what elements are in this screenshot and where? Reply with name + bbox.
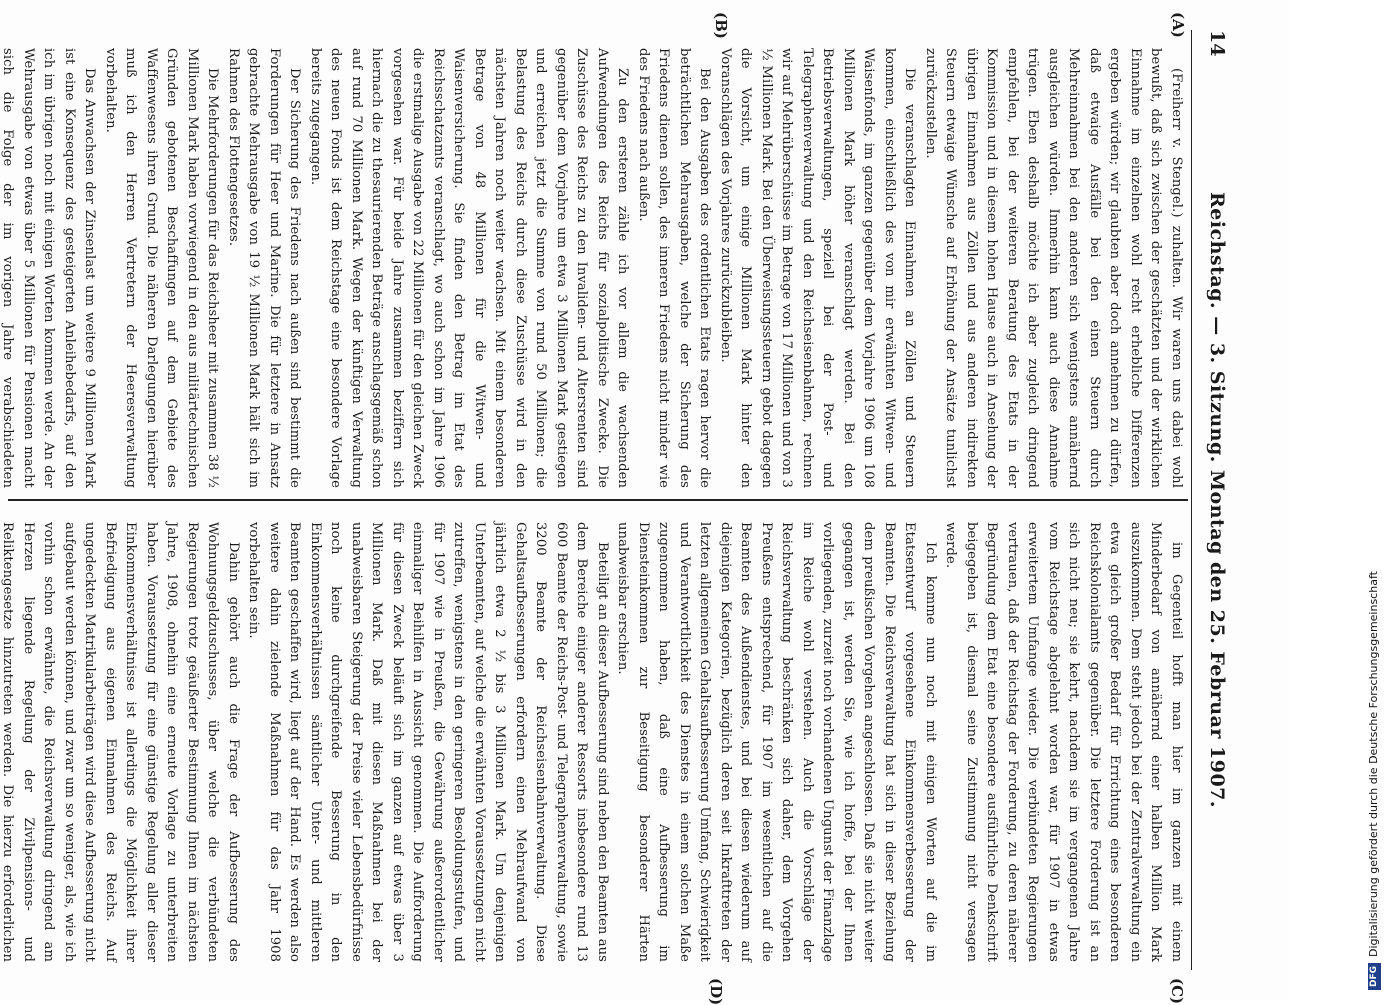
dfg-logo: DFG: [1368, 963, 1381, 990]
page-title: Reichstag. — 3. Sitzung. Montag den 25. Februar 1907.: [1206, 191, 1228, 809]
paragraph: Ich komme nun noch mit einigen Worten auf die im Etatsentwurf vorgesehene Einkommensverbesserung der Beamten. Die Reichsverwaltung hat sich in dieser Beziehung dem preußischen Vorgehen angeschlossen. Daß sie nicht weiter gegangen ist, werden Sie, wie ich hoffe, bei der Ihnen vorliegenden, zurzeit noch vorhandenen Ungunst der Finanzlage im Reiche wohl verstehen. Auch die Vorschläge der Reichsverwaltung beschränken sich daher, dem Vorgehen Preußens entsprechend, für 1907 im wesentlichen auf die Beamten des Außendienstes, und bei diesen wiederum auf diejenigen Kategorien, bezüglich deren seit Inkrafttreten der letzten allgemeinen Gehaltsaufbesserung Umfang, Schwierigkeit und Verantwortlichkeit des Dienstes in einem solchen Maße zugenommen haben, daß eine Aufbesserung im Diensteinkommen zur Beseitigung besonderer Härten unabweisbar erschien.: [615, 522, 938, 962]
paragraph: Die Mehrforderungen für das Reichsheer mit zusammen 38 ½ Millionen Mark haben vorwiegend in den aus militärtechnischen Gründen gebotenen Beschaffungen auf dem Gebiete des Waffenwesens ihren Grund. Die näheren Darlegungen hierüber muß ich den Herren Vertretern der Heeresverwaltung vorbehalten.: [103, 48, 221, 488]
margin-mark-b: (B): [712, 12, 730, 39]
right-column: [0, 522, 1186, 962]
credit-text-line: [1364, 0, 1384, 990]
margin-mark-d: (D): [707, 978, 725, 1005]
left-column: [0, 48, 1186, 488]
credit-text: Digitalisierung gefördert durch die Deutsche Forschungsgemeinschaft: [1367, 571, 1380, 957]
margin-mark-c: (C): [1168, 978, 1186, 1005]
margin-mark-a: (A): [1169, 12, 1187, 38]
paragraph: Beteiligt an dieser Aufbesserung sind neben den Beamten aus dem Bereiche einiger anderer Ressorts insbesondere rund 13 600 Beamte der Reichs-Post- und Telegraphenverwaltung, sowie 3200 Beamte der Reichseisenbahnverwaltung. Diese Gehaltsaufbesserungen erfordern einen Mehraufwand von jährlich etwa 2 ½ bis 3 Millionen Mark. Um denjenigen Unterbeamten, auf welche die erwähnten Voraussetzungen nicht zutreffen, wenigstens in den geringeren Besoldungsstufen, und für 1907 wie in Preußen, die Gewährung außerordentlicher einmaliger Beihilfen in Aussicht genommen. Die Aufforderung für diesen Zweck beläuft sich im ganzen auf etwas über 3 Millionen Mark. Daß mit diesen Maßnahmen bei der unabweisbaren Steigerung der Preise vieler Lebensbedürfnisse noch keine durchgreifende Besserung in den Einkommensverhältnissen sämtlicher Unter- und mittleren Beamten geschaffen wird, liegt auf der Hand. Es werden also weitere dahin zielende Maßnahmen für das Jahr 1908 vorbehalten sein.: [246, 522, 610, 962]
column-divider: [8, 499, 1188, 501]
page-number: 14: [1206, 30, 1228, 57]
digitization-credit: [1362, 0, 1382, 1000]
paragraph: Bei den Ausgaben des ordentlichen Etats ragen hervor die beträchtlichen Mehrausgaben, welche der Sicherung des Friedens dienen sollen, des inneren Friedens nicht minder wie des Friedens nach außen.: [636, 48, 713, 488]
paragraph: Dahin gehört auch die Frage der Aufbesserung des Wohnungsgeldzuschusses, über welche die verbündeten Regierungen trotz geäußerter Bestimmung Ihnen im nächsten Jahre, 1908, ohnehin eine erneute Vorlage zu unterbreiten haben. Voraussetzung für eine günstige Regelung aller dieser Einkommensverhältnisse ist allerdings die Möglichkeit ihrer Befriedigung aus eigenen Einnahmen des Reichs. Auf ungedeckten Matrikularbeiträgen wird diese Aufbesserung nicht aufgebaut werden können, und zwar um so weniger, als, wie ich vorhin schon erwähnte, die Reichsverwaltung dringend am Herzen liegende Regelung der Zivilpensions- und Reliktengesetze hinzutreten werden. Die hierzu erforderlichen: [0, 522, 241, 962]
header-rule: [1191, 30, 1192, 970]
paragraph: Die veranschlagten Einnahmen an Zöllen und Steuern kommen, einschließlich des von mir erwähnten Witwen- und Waisenfonds, im ganzen gegenüber dem Vorjahre 1906 um 108 Millionen Mark höher veranschlagt werden. Bei den Betriebsverwaltungen, speziell bei der Post- und Telegraphenverwaltung und den Reichseisenbahnen, rechnen wir auf Mehrüberschüsse im Betrage von 17 Millionen und von 3 ½ Millionen Mark. Bei den Überweisungssteuern gebot dagegen die Vorsicht, um einige Millionen Mark hinter den Voranschlägen des Vorjahres zurückzubleiben.: [718, 48, 918, 488]
paragraph: im Gegenteil hofft man hier im ganzen mit einem Minderbedarf von annähernd einer halben Million Mark auszukommen. Dem steht jedoch bei der Zentralverwaltung ein etwa gleich großer Bedarf für Errichtung eines besonderen Reichskolonialamts gegenüber. Die letztere Forderung ist an sich nicht neu; sie kehrt, nachdem sie im vergangenen Jahre vom Reichstage abgelehnt worden war, für 1907 in etwas erweitertem Umfange wieder. Die verbündeten Regierungen vertrauen, daß der Reichstag der Forderung, zu deren näherer Begründung dem Etat eine besondere ausführliche Denkschrift beigegeben ist, diesmal seine Zustimmung nicht versagen werde.: [943, 522, 1184, 962]
paragraph: Zu den ersteren zähle ich vor allem die wachsenden Aufwendungen des Reichs für sozialpolitische Zwecke. Die Zuschüsse des Reichs zu den Invaliden- und Altersrenten sind gegenüber dem Vorjahre um etwa 3 Millionen Mark gestiegen und erreichen jetzt die Summe von rund 50 Millionen; die Belastung des Reichs durch diese Zuschüsse wird in den nächsten Jahren noch weiter wachsen. Mit einem besonderen Betrage von 48 Millionen für die Witwen- und Waisenversicherung. Sie finden den Betrag im Etat des Reichsschatzamts veranschlagt, wo auch schon im Jahre 1906 die erstmalige Ausgabe von 22 Millionen für den gleichen Zweck vorgesehen war. Für beide Jahre zusammen beziffern sich hiernach die zu thesaurierenden Beträge anschlagsgemäß schon auf rund 70 Millionen Mark. Wegen der künftigen Verwaltung des neuen Fonds ist dem Reichstage eine besondere Vorlage bereits zugegangen.: [308, 48, 631, 488]
page-header: [1192, 30, 1228, 970]
paragraph: Das Anwachsen der Zinsenlast um weitere 9 Millionen Mark ist eine Konsequenz des gesteigerten Anleihebedarfs, auf den ich im übrigen noch mit einigen Worten kommen werde. An der Wehrausgabe von etwas über 5 Millionen für Pensionen macht sich die Folge der im vorigen Jahre verabschiedeten: [0, 48, 98, 488]
paragraph: Der Sicherung des Friedens nach außen sind bestimmt die Forderungen für Heer und Marine. Die für letztere in Ansatz gebrachte Mehrausgabe von 19 ½ Millionen Mark hält sich im Rahmen des Flottengesetzes.: [226, 48, 303, 488]
paragraph: (Freiherr v. Stengel.) zuhalten. Wir waren uns dabei wohl bewußt, daß sich zwischen der geschätzten und der wirklichen Einnahme im einzelnen wohl recht erhebliche Differenzen ergeben würden; wir glaubten aber doch annehmen zu dürfen, daß etwaige Ausfälle bei den einen Steuern durch Mehreinnahmen bei den anderen sich wenigstens annähernd ausgleichen würden. Immerhin kann auch diese Annahme trügen. Eben deshalb möchte ich aber zugleich dringend empfehlen, bei der weiteren Beratung des Etats in der Kommission und in diesem hohen Hause auch in Ansehung der übrigen Einnahmen aus Zöllen und aus anderen indirekten Steuern etwaige Wünsche auf Erhöhung der Ansätze tunlichst zurückzustellen.: [923, 48, 1184, 488]
